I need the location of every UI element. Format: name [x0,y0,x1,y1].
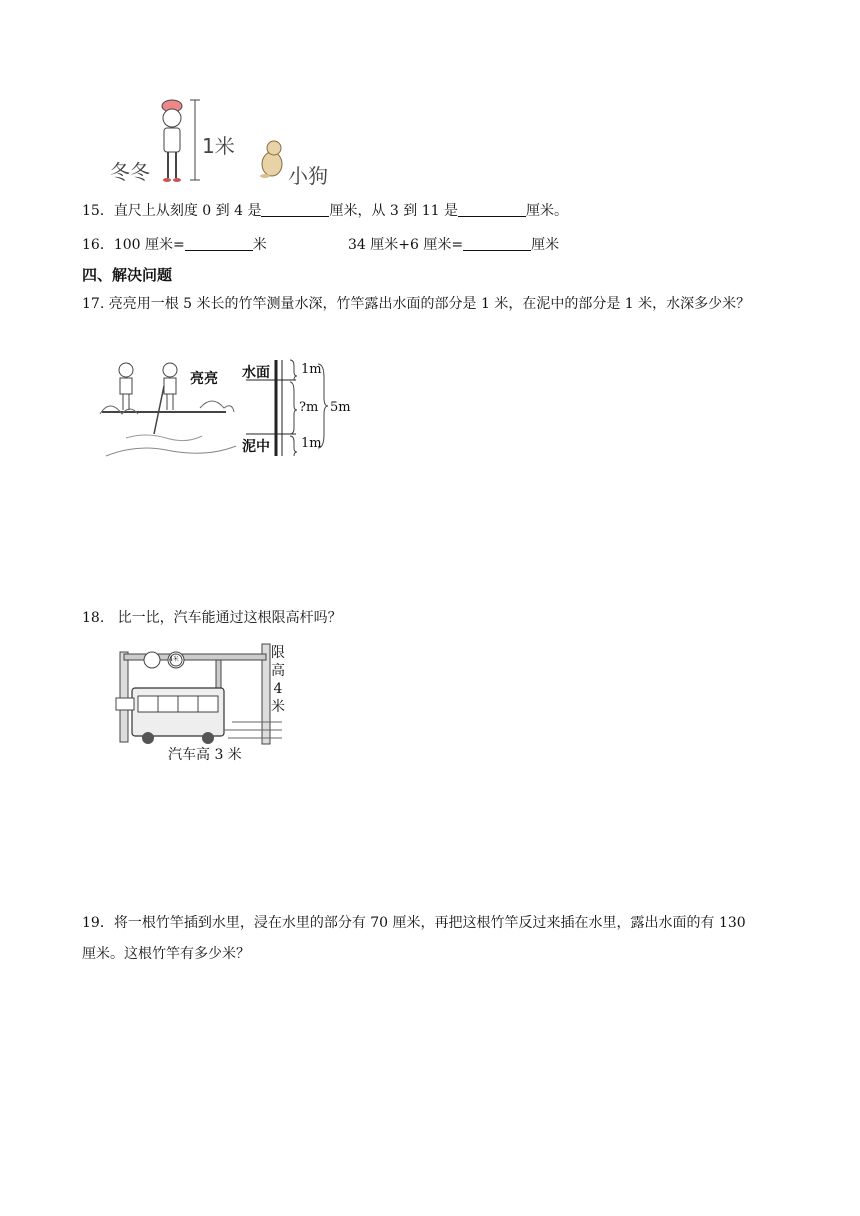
top-length-label: 1m [301,362,322,377]
answer-blank[interactable] [463,236,531,251]
question-text: 34 厘米+6 厘米= [348,237,464,253]
question-text: 100 厘米= [113,237,185,253]
height-measure-label: 1米 [202,134,235,158]
answer-blank[interactable] [261,202,329,217]
person-name-label: 冬冬 [110,160,150,184]
car-height-label: 汽车高 3 米 [168,747,242,763]
question-number: 17. [82,296,105,312]
sign-label: 4米 [169,656,179,663]
question-16 [82,235,267,255]
question-19 [82,913,746,933]
question-16-part2 [348,235,559,255]
question-text: 米 [252,237,267,253]
answer-blank[interactable] [458,202,526,217]
child-name-label: 亮亮 [190,371,218,387]
question-15 [82,201,568,221]
limit-char: 米 [271,699,285,715]
limit-char: 4 [273,681,283,697]
question-text: 直尺上从刻度 0 到 4 是 [113,203,262,219]
answer-blank[interactable] [185,236,253,251]
question-text: 厘米，从 3 到 11 是 [329,203,458,219]
question-text: 比一比，汽车能通过这根限高杆吗？ [117,610,342,626]
water-surface-label: 水面 [242,365,270,381]
height-limit-vertical-label [270,644,286,716]
bamboo-pole-figure [96,356,356,460]
question-text: 厘米。 [525,203,568,219]
bottom-length-label: 1m [301,436,322,451]
question-text: 厘米 [531,237,560,253]
question-number: 15． [82,203,114,219]
question-text: 将一根竹竿插到水里，浸在水里的部分有 70 厘米，再把这根竹竿反过来插在水里，露出水面的有 130 [113,915,746,931]
height-comparison-figure [110,92,350,192]
question-text: 亮亮用一根 5 米长的竹竿测量水深，竹竿露出水面的部分是 1 米，在泥中的部分是 1 米，水深多少米？ [108,296,751,312]
height-limit-figure [112,642,292,768]
question-number: 16． [82,237,114,253]
limit-char: 限 [271,645,285,661]
animal-name-label: 小狗 [288,164,328,188]
question-number: 19． [82,915,114,931]
question-18 [82,608,342,628]
limit-char: 高 [271,663,285,679]
middle-length-label: ?m [299,400,319,415]
section-heading: 四、解决问题 [82,266,173,284]
total-length-label: 5m [330,400,351,415]
question-17 [82,294,750,314]
mud-label: 泥中 [242,439,270,455]
question-19-line2: 厘米。这根竹竿有多少米？ [82,946,250,962]
question-number: 18. [82,610,105,626]
